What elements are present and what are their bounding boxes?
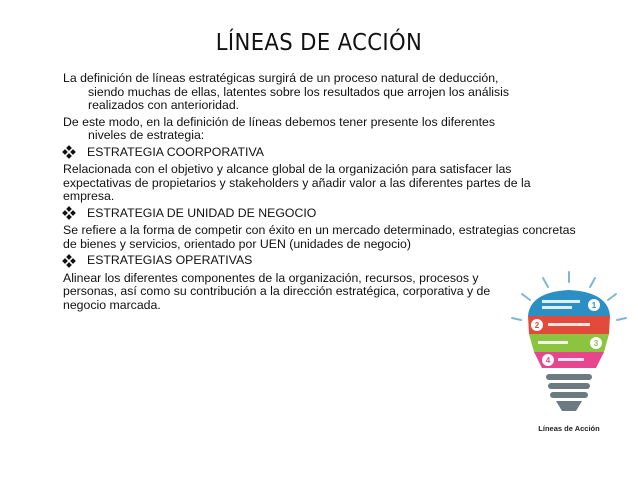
lightbulb-icon xyxy=(508,270,630,420)
section-heading-unidad-negocio xyxy=(63,207,583,221)
intro-line: realizados con anterioridad. xyxy=(88,98,240,112)
section-text: Relacionada con el objetivo y alcance global de la organización para satisfacer las expectativas de propietarios y stakeholders y añadir valor a las diferentes partes de la empresa. xyxy=(63,162,531,203)
step-number: 1 xyxy=(591,301,597,310)
section-heading-text: ESTRATEGIAS OPERATIVAS xyxy=(87,253,253,267)
diamond-bullet-icon xyxy=(63,255,75,267)
section-text: Se refiere a la forma de competir con éxito en un mercado determinado, estrategias concretas de bienes y servicios, orientado por UEN (unidades de negocio) xyxy=(63,223,576,251)
section-heading-text: ESTRATEGIA DE UNIDAD DE NEGOCIO xyxy=(87,205,317,220)
intro-first-line: La definición de líneas estratégicas surgirá de un proceso natural de deducción, xyxy=(63,71,499,85)
step-number: 4 xyxy=(545,356,551,365)
intro-paragraph xyxy=(63,72,583,113)
step-number: 3 xyxy=(593,339,599,348)
levels-paragraph xyxy=(63,116,583,143)
lightbulb-graphic xyxy=(508,270,630,445)
step-number: 2 xyxy=(534,321,540,330)
slide-title: LÍNEAS DE ACCIÓN xyxy=(215,30,423,56)
section-heading-corporativa xyxy=(63,146,583,160)
bulb-base xyxy=(546,374,592,411)
intro-line: siendo muchas de ellas, latentes sobre los resultados que arrojen los análisis xyxy=(88,84,510,99)
section-heading-operativas xyxy=(63,254,583,268)
body-text xyxy=(63,72,583,315)
section-text: Alinear los diferentes componentes de la organización, recursos, procesos y personas, así como su contribución a la dirección estratégica, corporativa y de negocio marcada. xyxy=(63,270,491,312)
section-heading-text: ESTRATEGIA COORPORATIVA xyxy=(87,144,264,159)
graphic-caption: Líneas de Acción xyxy=(538,424,600,433)
levels-line: niveles de estrategia: xyxy=(88,128,205,142)
levels-first-line: De este modo, en la definición de líneas debemos tener presente los diferentes xyxy=(63,114,496,129)
diamond-bullet-icon xyxy=(63,146,75,158)
diamond-bullet-icon xyxy=(63,207,75,219)
